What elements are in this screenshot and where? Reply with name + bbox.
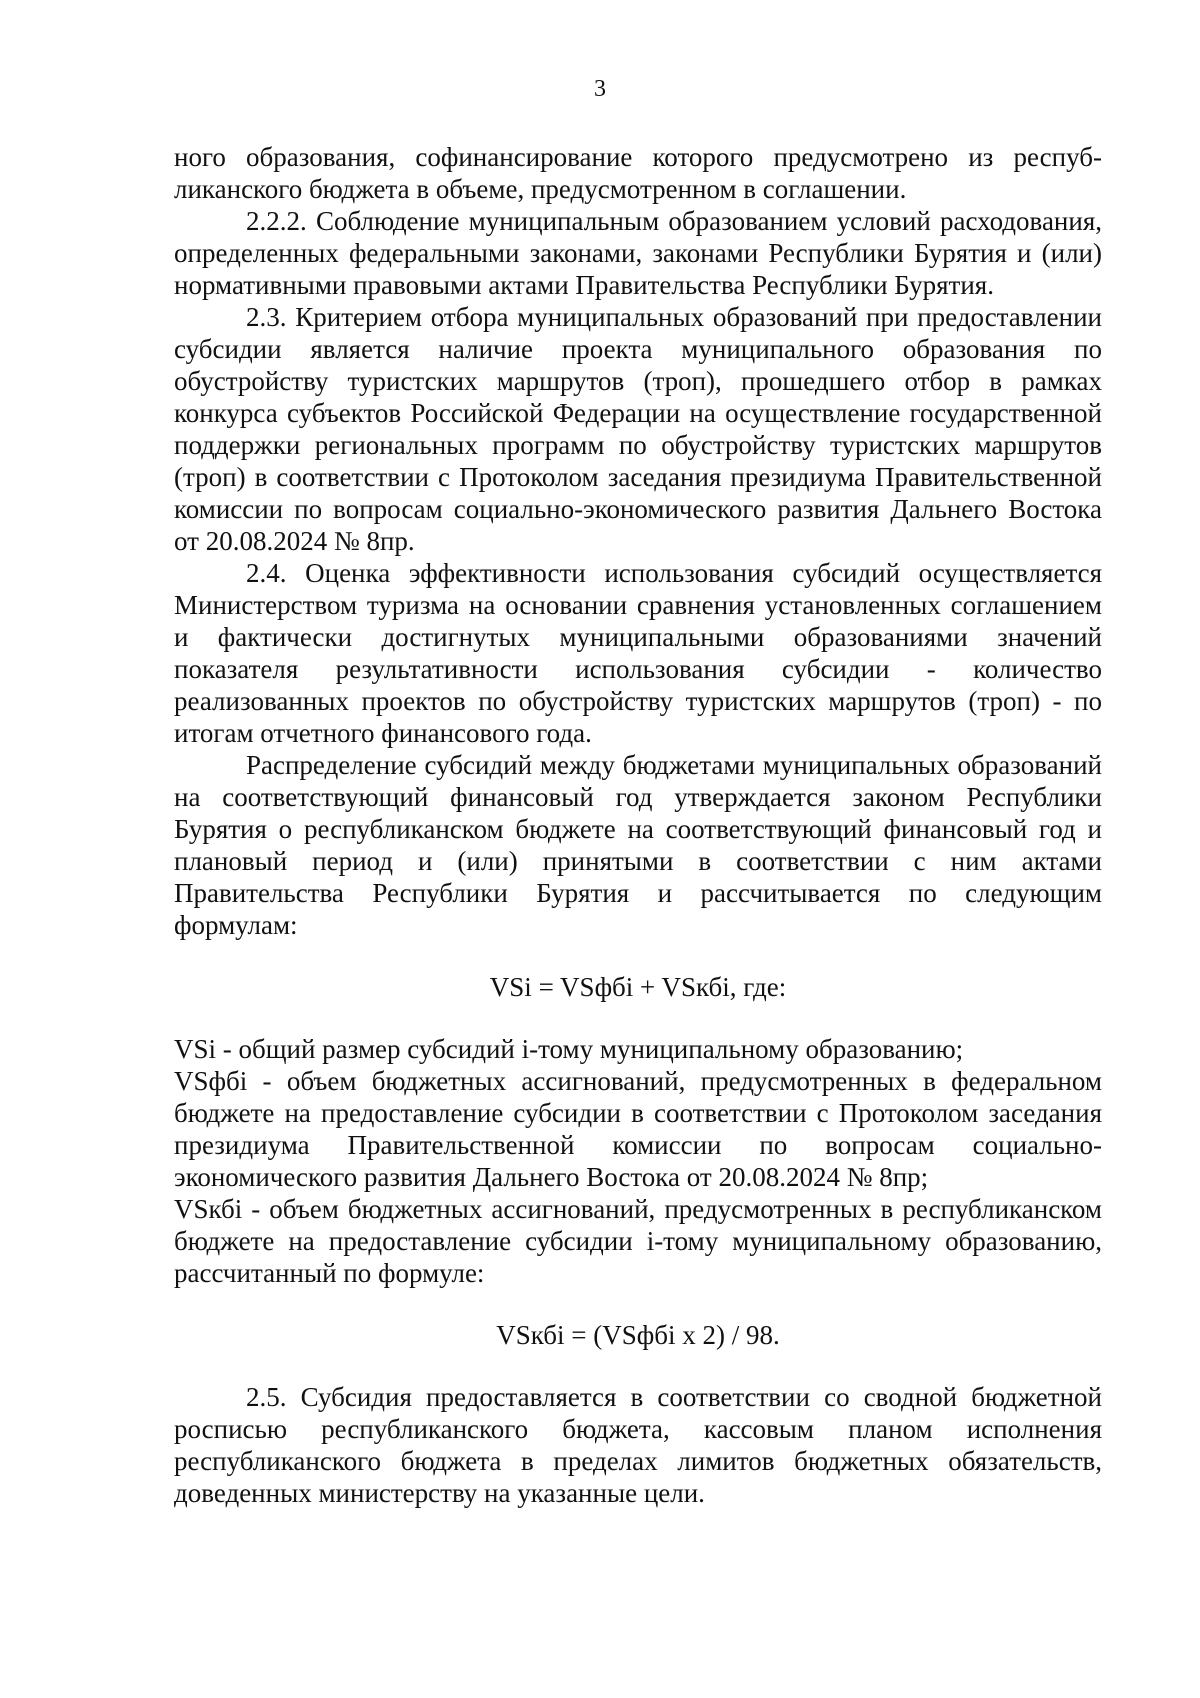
paragraph-2-2-2: 2.2.2. Соблюдение муниципальным образованием условий расходования, определенных федеральными законами, законами Республики Бурятия и (или) нормативными правовыми актами Правительства Республики Бурятия. <box>174 206 1102 300</box>
paragraph-2-5: 2.5. Субсидия предоставляется в соответствии со сводной бюджетной росписью республиканского бюджета, кассовым планом исполнения республиканского бюджета в пределах лимитов бюджетных обязательств, доведенных министерству на указанные цели. <box>174 1382 1102 1508</box>
formula-regional-subsidy: VSкбi = (VSфбi х 2) / 98. <box>496 1320 780 1350</box>
document-body <box>174 141 1102 1509</box>
page-number: 3 <box>594 76 606 102</box>
definition-vsi: VSi - общий размер субсидий i-тому муниципальному образованию; <box>174 1034 964 1064</box>
definition-vsfbi: VSфбi - объем бюджетных ассигнований, предусмотренных в федеральном бюджете на предоставление субсидии в соответствии с Протоколом заседания президиума Правительственной комиссии по вопросам социально-экономического развития Дальнего Востока от 20.08.2024 № 8пр; <box>174 1066 1102 1192</box>
paragraph-distribution: Распределение субсидий между бюджетами муниципальных образований на соответствующий финансовый год утверждается законом Республики Бурятия о республиканском бюджете на соответствующий финансовый год и плановый период и (или) принятыми в соответствии с ним актами Правительства Республики Бурятия и рассчитывается по следующим формулам: <box>174 750 1102 940</box>
paragraph-continuation: ного образования, софинансирование которого предусмотрено из республиканского бюджета в объеме, предусмотренном в соглашении. <box>174 142 1102 204</box>
definition-vskbi: VSкбi - объем бюджетных ассигнований, предусмотренных в республиканском бюджете на предоставление субсидии i-тому муниципальному образованию, рассчитанный по формуле: <box>174 1194 1102 1288</box>
paragraph-2-3: 2.3. Критерием отбора муниципальных образований при предоставлении субсидии является наличие проекта муниципального образования по обустройству туристских маршрутов (троп), прошедшего отбор в рамках конкурса субъектов Российской Федерации на осуществление государственной поддержки региональных программ по обустройству туристских маршрутов (троп) в соответствии с Протоколом заседания президиума Правительственной комиссии по вопросам социально-экономического развития Дальнего Востока от 20.08.2024 № 8пр. <box>174 302 1102 556</box>
paragraph-2-4: 2.4. Оценка эффективности использования субсидий осуществляется Министерством туризма на основании сравнения установленных соглашением и фактически достигнутых муниципальными образованиями значений показателя результативности использования субсидии - количество реализованных проектов по обустройству туристских маршрутов (троп) - по итогам отчетного финансового года. <box>174 558 1102 748</box>
formula-total-subsidy: VSi = VSфбi + VSкбi, где: <box>489 972 787 1002</box>
